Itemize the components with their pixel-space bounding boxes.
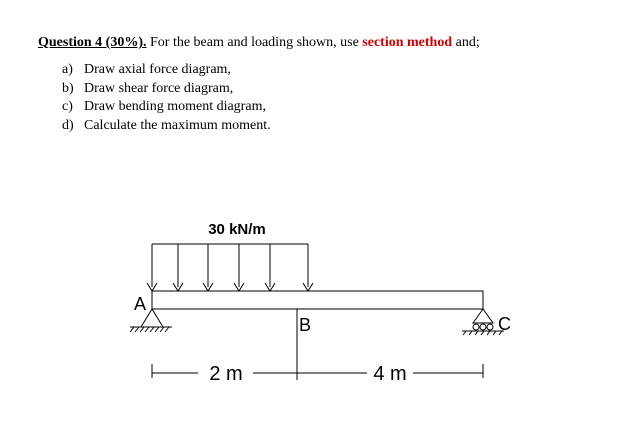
dimension-lines (152, 364, 483, 378)
beam (152, 291, 483, 309)
point-a-label: A (134, 294, 147, 314)
dim-left-label: 2 m (209, 363, 243, 385)
load-arrow (303, 244, 313, 291)
distributed-load (147, 244, 313, 291)
point-b-label: B (299, 315, 312, 335)
question-intro-before: For the beam and loading shown, use (146, 35, 363, 50)
load-arrow (173, 244, 183, 291)
part-text: Calculate the maximum moment. (84, 117, 271, 133)
question-heading: Question 4 (30%). (38, 35, 147, 50)
part-text: Draw bending moment diagram, (84, 99, 266, 114)
question-intro-after: and; (452, 35, 480, 50)
load-label: 30 kN/m (208, 221, 266, 238)
part-marker: a) (62, 62, 73, 77)
question-emphasis: section method (362, 35, 453, 50)
load-arrow (203, 244, 213, 291)
point-c-label: C (498, 314, 511, 334)
part-marker: c) (62, 99, 73, 114)
part-marker: b) (62, 80, 74, 96)
part-text: Draw shear force diagram, (84, 80, 234, 96)
load-arrow (265, 244, 275, 291)
dim-right-label: 4 m (373, 363, 407, 385)
part-marker: d) (62, 117, 74, 133)
part-text: Draw axial force diagram, (84, 62, 231, 77)
load-arrow (234, 244, 244, 291)
load-arrow (147, 244, 157, 291)
